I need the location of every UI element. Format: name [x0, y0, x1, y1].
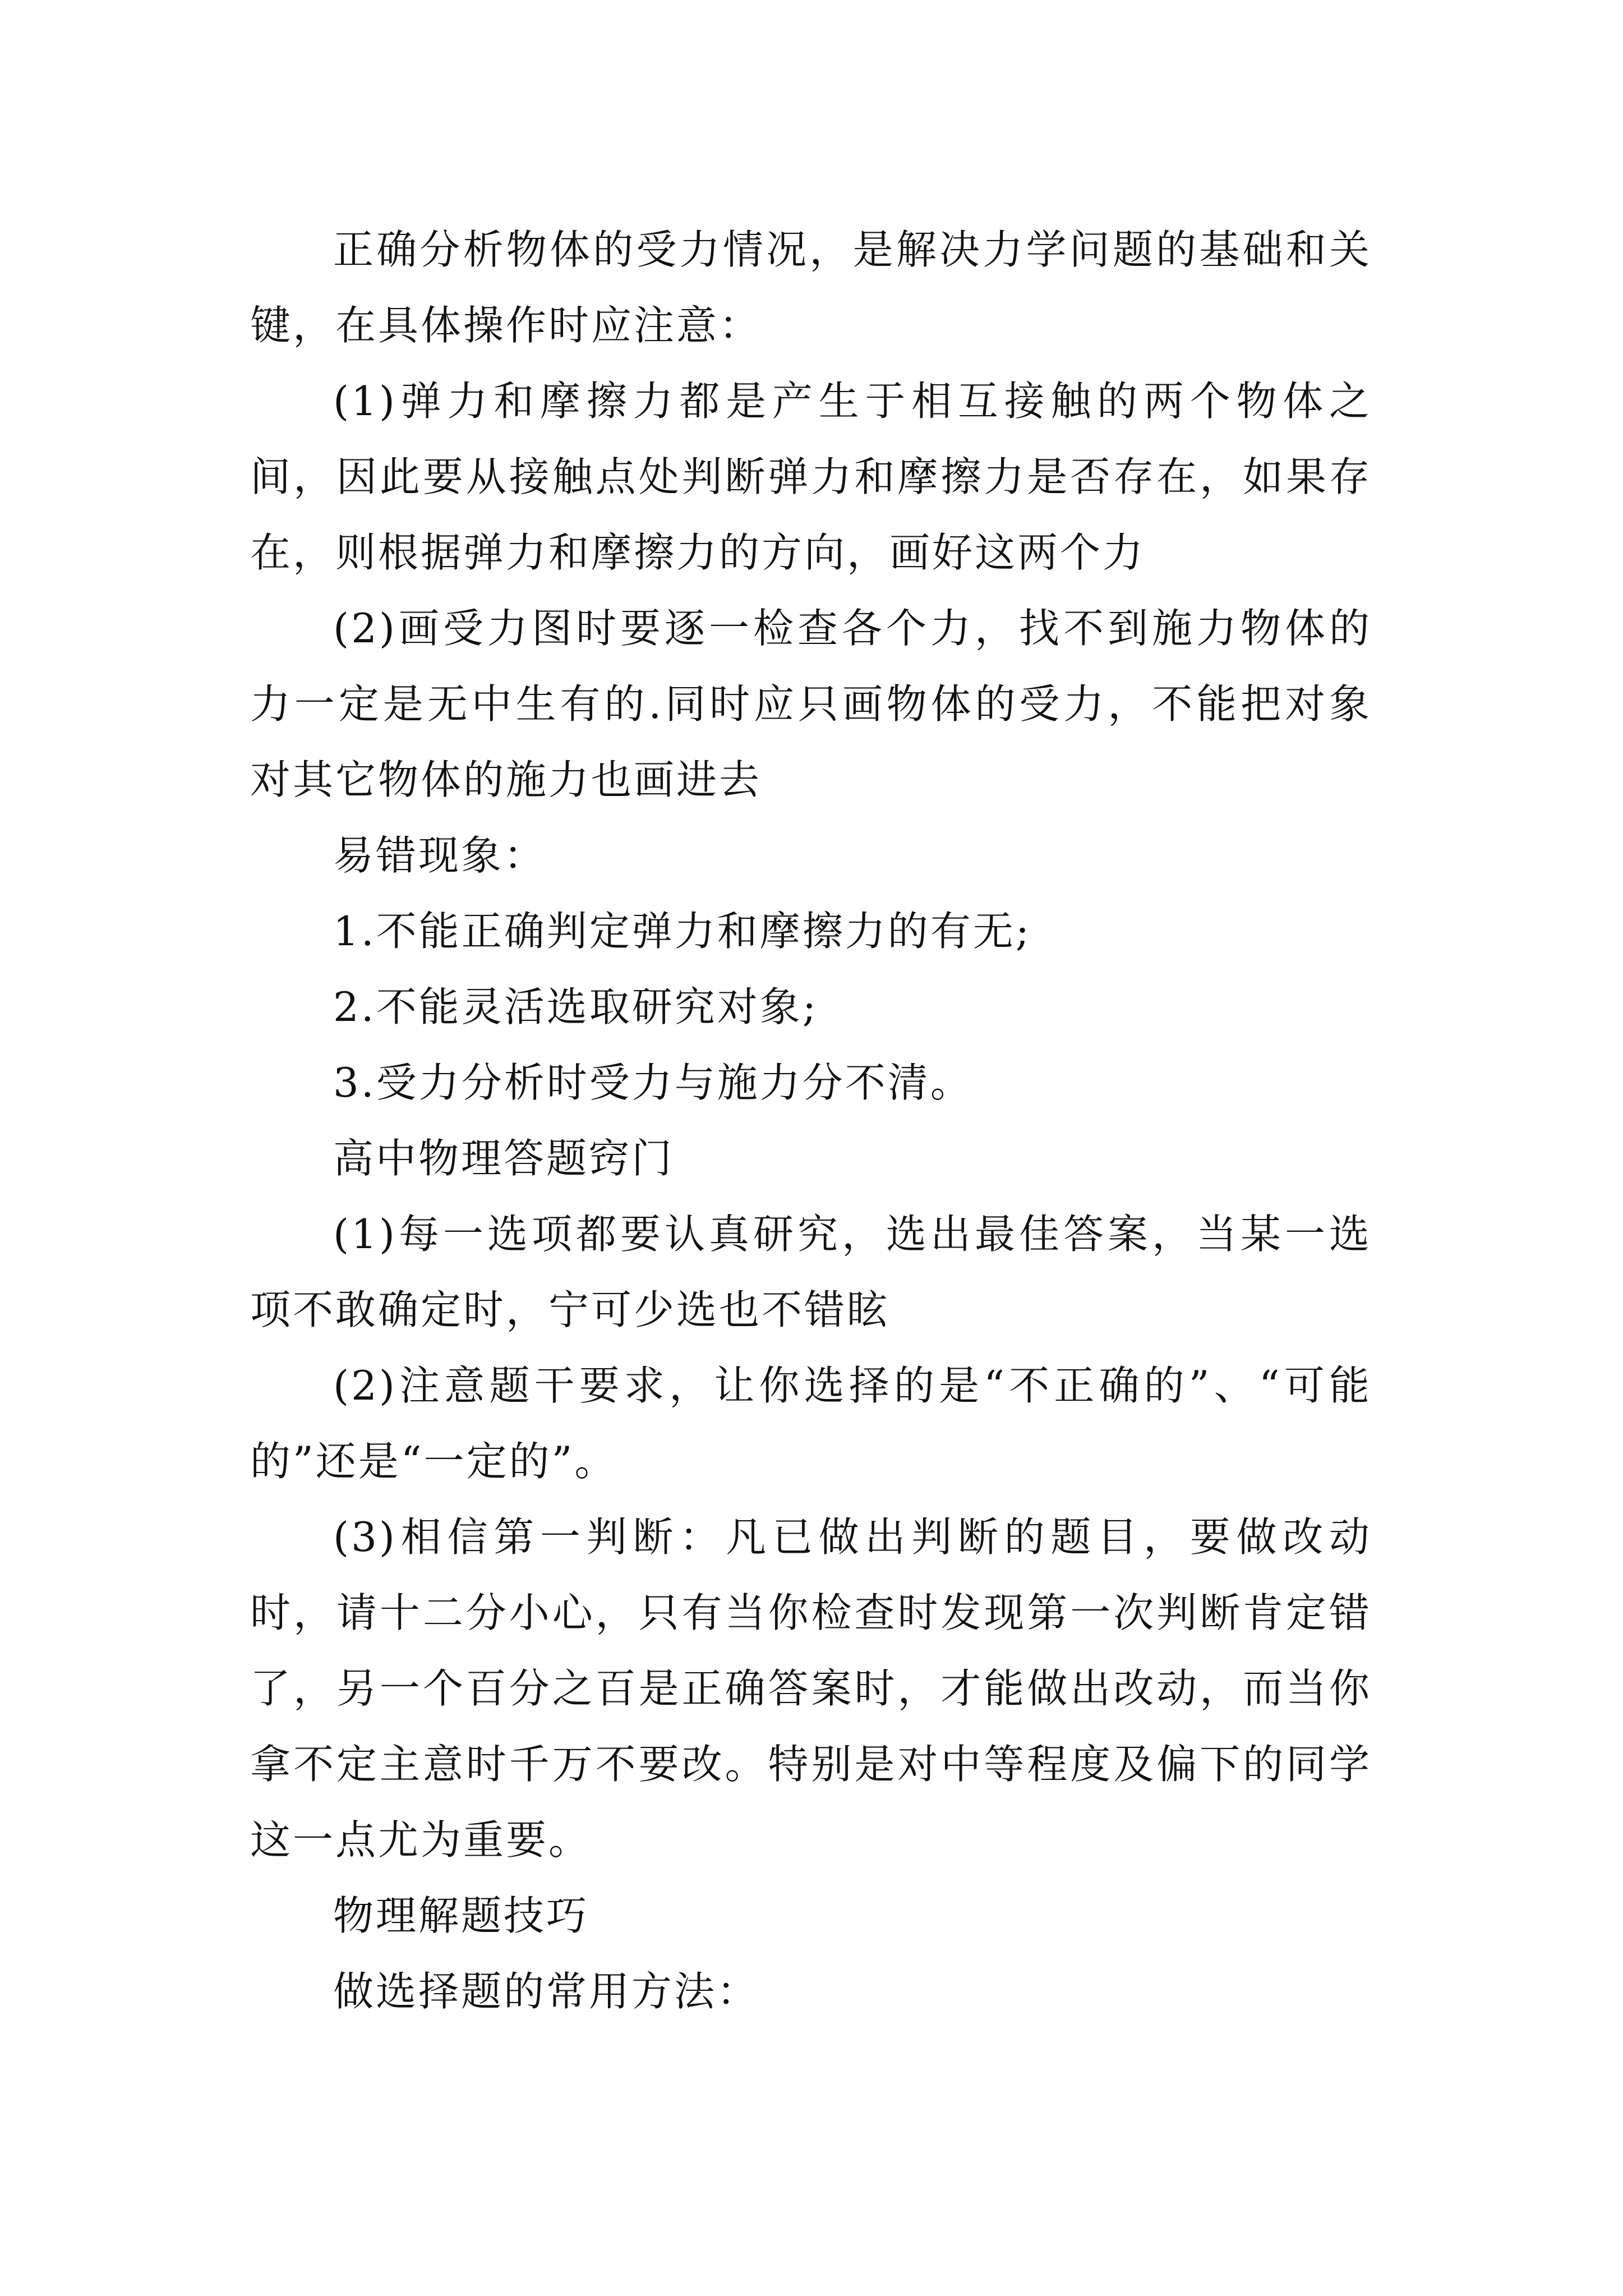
paragraph-point-1: (1)弹力和摩擦力都是产生于相互接触的两个物体之间，因此要从接触点处判断弹力和摩擦力是否存在，如果存在，则根据弹力和摩擦力的方向，画好这两个力 — [250, 378, 1372, 576]
paragraph-tips-heading: 高中物理答题窍门 — [333, 1135, 675, 1182]
paragraph-error-2: 2.不能灵活选取研究对象; — [333, 983, 818, 1030]
paragraph-error-3: 3.受力分析时受力与施力分不清。 — [333, 1059, 973, 1106]
paragraph-tip-2: (2)注意题干要求，让你选择的是“不正确的”、“可能的”还是“一定的”。 — [250, 1362, 1372, 1485]
paragraph-tip-3: (3)相信第一判断：凡已做出判断的题目，要做改动时，请十二分小心，只有当你检查时发现第一次判断肯定错了，另一个百分之百是正确答案时，才能做出改动，而当你拿不定主意时千万不要改。特别是对中等程度及偏下的同学这一点尤为重要。 — [250, 1513, 1372, 1864]
paragraph-point-2: (2)画受力图时要逐一检查各个力，找不到施力物体的力一定是无中生有的.同时应只画物体的受力，不能把对象对其它物体的施力也画进去 — [250, 605, 1372, 803]
paragraph-methods-heading: 做选择题的常用方法： — [333, 1968, 760, 2015]
paragraph-skills-heading: 物理解题技巧 — [333, 1892, 589, 1939]
paragraph-error-heading: 易错现象： — [333, 832, 547, 879]
paragraph-error-1: 1.不能正确判定弹力和摩擦力的有无; — [333, 908, 1031, 955]
paragraph-tip-1: (1)每一选项都要认真研究，选出最佳答案，当某一选项不敢确定时，宁可少选也不错眩 — [250, 1211, 1372, 1333]
document-body — [250, 212, 1372, 2030]
paragraph-intro: 正确分析物体的受力情况，是解决力学问题的基础和关键，在具体操作时应注意： — [250, 226, 1372, 349]
